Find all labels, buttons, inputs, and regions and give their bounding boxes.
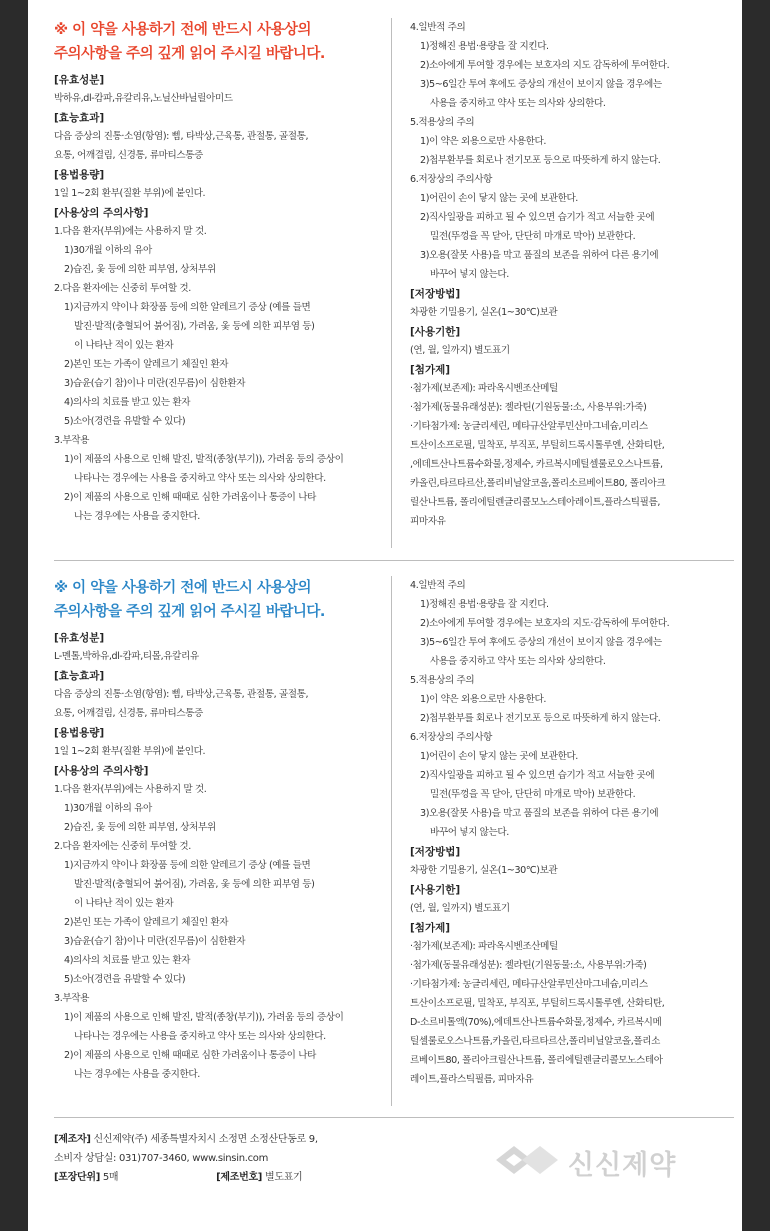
text-line: ·첨가제(보존제): 파라옥시벤조산메틸 <box>410 941 558 952</box>
text-line: 3)습윤(습기 참)이나 미란(진무름)이 심한환자 <box>64 936 246 947</box>
serial-label: [제조번호] <box>216 1172 263 1183</box>
text-line: 2)소아에게 투여할 경우에는 보호자의 지도·감독하에 투여한다. <box>420 618 670 629</box>
text-line: 5)소아(경련을 유발할 수 있다) <box>64 416 186 427</box>
text-line: 3.부작용 <box>54 993 89 1004</box>
maker-value: 신신제약(주) 세종특별자치시 소정면 소정산단동로 9, <box>93 1134 318 1145</box>
warning-line: 주의사항을 주의 깊게 읽어 주시길 바랍니다. <box>54 46 325 62</box>
section-heading: [사용상의 주의사항] <box>54 207 149 219</box>
section-heading: [효능효과] <box>54 670 105 682</box>
text-line: 4)의사의 치료를 받고 있는 환자 <box>64 955 191 966</box>
text-line: 1)정해진 용법·용량을 잘 지킨다. <box>420 599 549 610</box>
panel-2 <box>54 576 734 1106</box>
column-divider <box>391 18 392 548</box>
text-line: 다음 증상의 진통·소염(항염): 삠, 타박상,근육통, 관절통, 골절통, <box>54 131 309 142</box>
text-line: 1일 1~2회 환부(질환 부위)에 붙인다. <box>54 746 206 757</box>
text-line: 2)이 제품의 사용으로 인해 때때로 심한 가려움이나 통증이 나타 <box>64 492 316 503</box>
section-heading: [첨가제] <box>410 922 451 934</box>
panel-1-left-column <box>54 18 382 526</box>
text-line: 나타나는 경우에는 사용을 중지하고 약사 또는 의사와 상의한다. <box>74 473 326 484</box>
text-line: 4.일반적 주의 <box>410 580 466 591</box>
warning-heading <box>54 576 382 624</box>
panel-divider <box>54 560 734 561</box>
text-line: 1)이 제품의 사용으로 인해 발진, 발적(종창(부기)), 가려움 등의 증상이 <box>64 1012 344 1023</box>
text-line: 1)지금까지 약이나 화장품 등에 의한 알레르기 증상 (예를 들면 <box>64 302 311 313</box>
text-line: 6.저장상의 주의사항 <box>410 732 492 743</box>
text-line: 1)정해진 용법·용량을 잘 지킨다. <box>420 41 549 52</box>
text-line: 2)습진, 옻 등에 의한 피부염, 상처부위 <box>64 264 216 275</box>
text-line: (연, 월, 일까지) 별도표기 <box>410 345 510 356</box>
text-line: 4)의사의 치료를 받고 있는 환자 <box>64 397 191 408</box>
section-heading: [첨가제] <box>410 364 451 376</box>
maker-label: [제조자] <box>54 1134 91 1145</box>
section-heading: [사용기한] <box>410 884 461 896</box>
text-line: 1)이 약은 외용으로만 사용한다. <box>420 694 547 705</box>
text-line: 레이트,플라스틱필름, 피마자유 <box>410 1074 534 1085</box>
text-line: 2)첩부환부를 회로나 전기모포 등으로 따뜻하게 하지 않는다. <box>420 713 661 724</box>
text-line: ·첨가제(동물유래성분): 젤라틴(기원동물:소, 사용부위:가죽) <box>410 960 647 971</box>
text-line: 밀전(뚜껑을 꼭 닫아, 단단히 마개로 막아) 보관한다. <box>430 231 636 242</box>
section-heading: [용법용량] <box>54 169 105 181</box>
text-line: 1)이 약은 외용으로만 사용한다. <box>420 136 547 147</box>
serial-value: 별도표기 <box>264 1172 303 1183</box>
panel-1 <box>54 18 734 548</box>
section-heading: [효능효과] <box>54 112 105 124</box>
text-line: 3)오용(잘못 사용)을 막고 품질의 보존을 위하여 다른 용기에 <box>420 250 659 261</box>
text-line: 요통, 어깨결림, 신경통, 류마티스통증 <box>54 708 203 719</box>
text-line: 3)5~6일간 투여 후에도 증상의 개선이 보이지 않을 경우에는 <box>420 637 662 648</box>
text-line: 발진·발적(충혈되어 붉어짐), 가려움, 옻 등에 의한 피부염 등) <box>74 879 315 890</box>
section-heading: [사용기한] <box>410 326 461 338</box>
text-line: 1)지금까지 약이나 화장품 등에 의한 알레르기 증상 (예를 들면 <box>64 860 311 871</box>
leaflet-paper <box>28 0 742 1231</box>
text-line: 5)소아(경련을 유발할 수 있다) <box>64 974 186 985</box>
section-heading: [저장방법] <box>410 846 461 858</box>
text-line: 2)본인 또는 가족이 알레르기 체질인 환자 <box>64 917 229 928</box>
text-line: 2)직사일광을 피하고 될 수 있으면 습기가 적고 서늘한 곳에 <box>420 212 655 223</box>
text-line: ·기타첨가제: 농글리세린, 메타규산알루민산마그네슘,미리스 <box>410 421 648 432</box>
text-line: 2)첩부환부를 회로나 전기모포 등으로 따뜻하게 하지 않는다. <box>420 155 661 166</box>
pack-label: [포장단위] <box>54 1172 100 1183</box>
text-line: 박하유,dl-캄파,유칼리유,노닐산바닐릴아미드 <box>54 93 233 104</box>
text-line: 1.다음 환자(부위)에는 사용하지 말 것. <box>54 784 207 795</box>
text-line: 2)본인 또는 가족이 알레르기 체질인 환자 <box>64 359 229 370</box>
warning-heading <box>54 18 382 66</box>
text-line: 나는 경우에는 사용을 중지한다. <box>74 511 200 522</box>
text-line: 바꾸어 넣지 않는다. <box>430 827 509 838</box>
text-line: 릴산나트륨, 폴리에틸렌글리콜모노스테아레이트,플라스틱필름, <box>410 497 661 508</box>
text-line: 3.부작용 <box>54 435 89 446</box>
text-line: 2.다음 환자에는 신중히 투여할 것. <box>54 841 191 852</box>
text-line: ·첨가제(동물유래성분): 젤라틴(기원동물:소, 사용부위:가죽) <box>410 402 647 413</box>
text-line: 1)30개월 이하의 유아 <box>64 803 152 814</box>
text-line: 트산이소프로필, 밀착포, 부직포, 부틸히드록시톨루엔, 산화티탄, <box>410 440 665 451</box>
text-line: ·기타첨가제: 농글리세린, 메타규산알루민산마그네슘,미리스 <box>410 979 648 990</box>
text-line: 이 나타난 적이 있는 환자 <box>74 898 174 909</box>
text-line: 2.다음 환자에는 신중히 투여할 것. <box>54 283 191 294</box>
warning-line: ※ 이 약을 사용하기 전에 반드시 사용상의 <box>54 580 311 596</box>
contact-row: 소비자 상담실: 031)707-3460, www.sinsin.com <box>54 1153 269 1164</box>
section-heading: [저장방법] <box>410 288 461 300</box>
text-line: 1)어린이 손이 닿지 않는 곳에 보관한다. <box>420 751 578 762</box>
text-line: 바꾸어 넣지 않는다. <box>430 269 509 280</box>
section-heading: [유효성분] <box>54 632 105 644</box>
text-line: (연, 월, 일까지) 별도표기 <box>410 903 510 914</box>
text-line: 다음 증상의 진통·소염(항염): 삠, 타박상,근육통, 관절통, 골절통, <box>54 689 309 700</box>
text-line: ·첨가제(보존제): 파라옥시벤조산메틸 <box>410 383 558 394</box>
text-line: 르베이트80, 폴리아크릴산나트륨, 폴리에틸렌글리콜모노스테아 <box>410 1055 663 1066</box>
text-line: 1일 1~2회 환부(질환 부위)에 붙인다. <box>54 188 206 199</box>
section-heading: [유효성분] <box>54 74 105 86</box>
text-line: 발진·발적(충혈되어 붉어짐), 가려움, 옻 등에 의한 피부염 등) <box>74 321 315 332</box>
company-logo-text: 신신제약 <box>568 1150 677 1181</box>
text-line: 밀전(뚜껑을 꼭 닫아, 단단히 마개로 막아) 보관한다. <box>430 789 636 800</box>
text-line: 5.적용상의 주의 <box>410 675 475 686</box>
text-line: 요통, 어깨결림, 신경통, 류마티스통증 <box>54 150 203 161</box>
text-line: 1.다음 환자(부위)에는 사용하지 말 것. <box>54 226 207 237</box>
text-line: L-멘톨,박하유,dl-캄파,티몰,유칼리유 <box>54 651 199 662</box>
text-line: 사용을 중지하고 약사 또는 의사와 상의한다. <box>430 98 606 109</box>
text-line: 차광한 기밀용기, 실온(1~30℃)보관 <box>410 865 558 876</box>
text-line: 이 나타난 적이 있는 환자 <box>74 340 174 351</box>
text-line: 3)습윤(습기 참)이나 미란(진무름)이 심한환자 <box>64 378 246 389</box>
section-heading: [사용상의 주의사항] <box>54 765 149 777</box>
text-line: 2)직사일광을 피하고 될 수 있으면 습기가 적고 서늘한 곳에 <box>420 770 655 781</box>
warning-line: 주의사항을 주의 깊게 읽어 주시길 바랍니다. <box>54 604 325 620</box>
text-line: 1)어린이 손이 닿지 않는 곳에 보관한다. <box>420 193 578 204</box>
text-line: ,에데트산나트륨수화물,정제수, 카르복시메틸셀룰로오스나트륨, <box>410 459 663 470</box>
text-line: 4.일반적 주의 <box>410 22 466 33</box>
panel-2-right-column <box>410 576 734 1089</box>
pack-value: 5매 <box>102 1172 119 1183</box>
text-line: 틸셀룰로오스나트륨,카올린,타르타르산,폴리비닐알코올,폴리소 <box>410 1036 661 1047</box>
text-line: 피마자유 <box>410 516 446 527</box>
text-line: 카올린,타르타르산,폴리비닐알코올,폴리소르베이트80, 폴리아크 <box>410 478 666 489</box>
text-line: 1)30개월 이하의 유아 <box>64 245 152 256</box>
warning-line: ※ 이 약을 사용하기 전에 반드시 사용상의 <box>54 22 311 38</box>
column-divider <box>391 576 392 1106</box>
text-line: 나는 경우에는 사용을 중지한다. <box>74 1069 200 1080</box>
panel-1-right-column <box>410 18 734 531</box>
text-line: 나타나는 경우에는 사용을 중지하고 약사 또는 의사와 상의한다. <box>74 1031 326 1042</box>
text-line: 2)소아에게 투여할 경우에는 보호자의 지도 감독하에 투여한다. <box>420 60 670 71</box>
text-line: 2)습진, 옻 등에 의한 피부염, 상처부위 <box>64 822 216 833</box>
text-line: 2)이 제품의 사용으로 인해 때때로 심한 가려움이나 통증이 나타 <box>64 1050 316 1061</box>
text-line: 차광한 기밀용기, 실온(1~30℃)보관 <box>410 307 558 318</box>
text-line: 3)오용(잘못 사용)을 막고 품질의 보존을 위하여 다른 용기에 <box>420 808 659 819</box>
footer-divider <box>54 1117 734 1118</box>
text-line: 5.적용상의 주의 <box>410 117 475 128</box>
text-line: 사용을 중지하고 약사 또는 의사와 상의한다. <box>430 656 606 667</box>
text-line: 1)이 제품의 사용으로 인해 발진, 발적(종창(부기)), 가려움 등의 증상이 <box>64 454 344 465</box>
text-line: 트산이소프로필, 밀착포, 부직포, 부틸히드록시톨루엔, 산화티탄, <box>410 998 665 1009</box>
panel-2-left-column <box>54 576 382 1084</box>
text-line: 6.저장상의 주의사항 <box>410 174 492 185</box>
section-heading: [용법용량] <box>54 727 105 739</box>
text-line: 3)5~6일간 투여 후에도 증상의 개선이 보이지 않을 경우에는 <box>420 79 662 90</box>
text-line: D-소르비톨액(70%),에데트산나트륨수화물,정제수, 카르복시메 <box>410 1017 662 1028</box>
